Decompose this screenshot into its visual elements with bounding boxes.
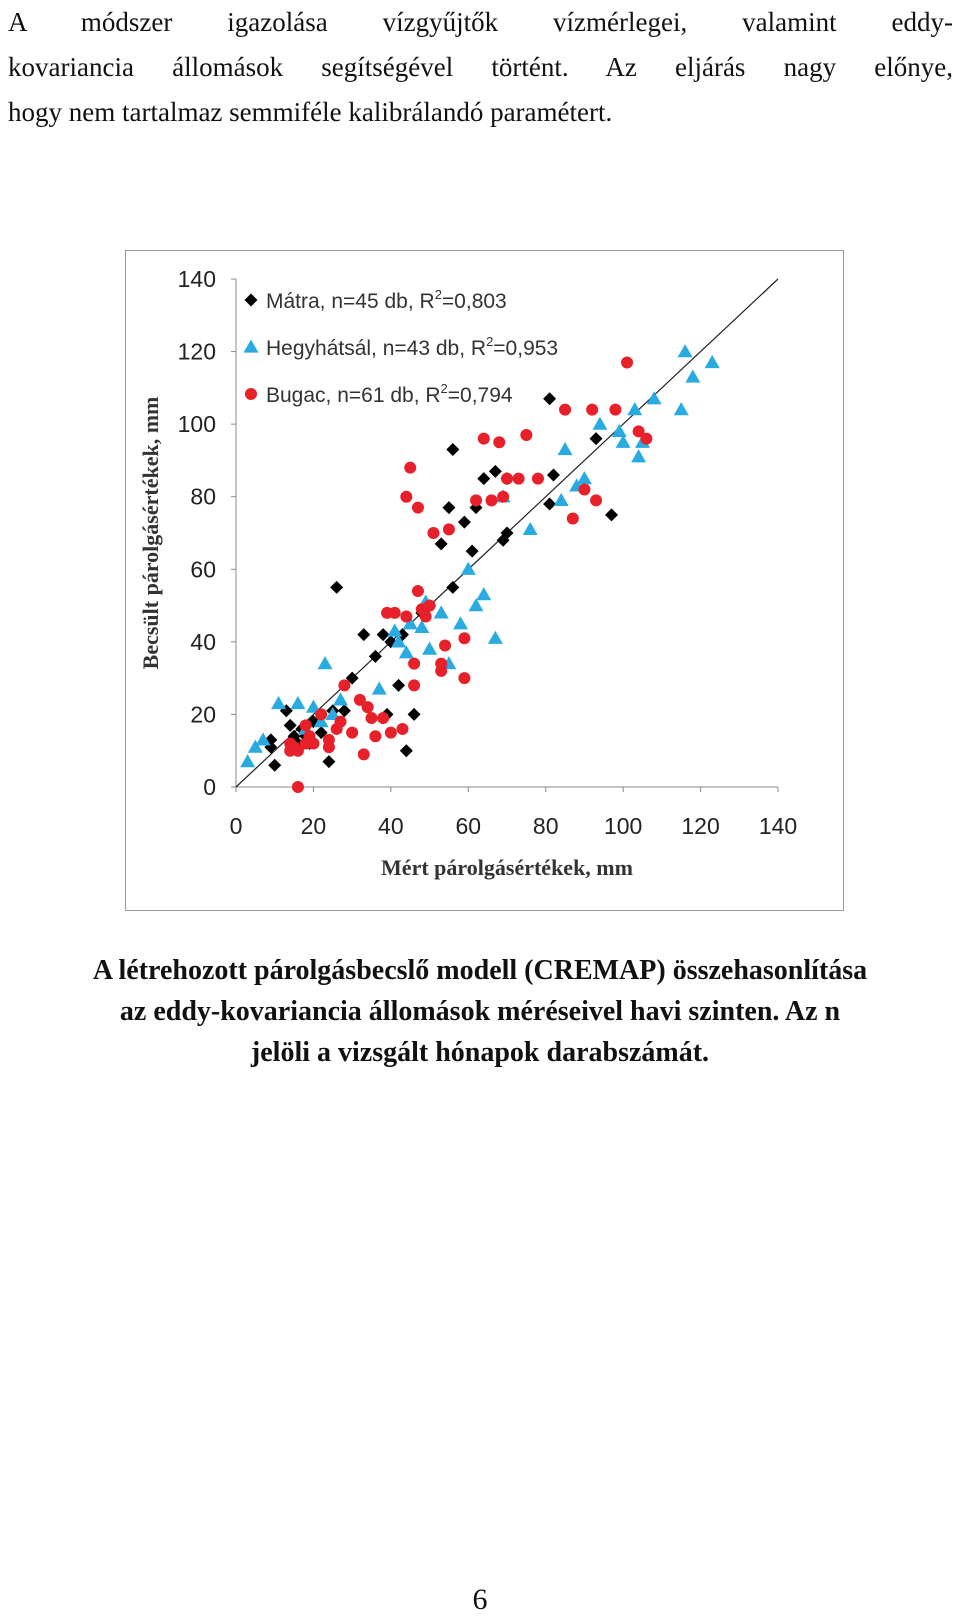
data-point-matra: [543, 497, 556, 510]
x-tick-label: 0: [229, 813, 243, 839]
data-point-bugac: [493, 436, 505, 448]
data-point-bugac: [389, 607, 401, 619]
y-tick-label: 100: [177, 411, 216, 438]
data-point-matra: [466, 545, 479, 558]
data-point-hegyhatsal: [558, 442, 573, 455]
scatter-chart-figure: [125, 250, 844, 911]
series-hegyhatsal: [240, 344, 720, 767]
data-point-bugac: [532, 473, 544, 485]
data-point-bugac: [559, 404, 571, 416]
intro-line-1: A módszer igazolása vízgyűjtők vízmérlegei, valamint eddy-: [8, 7, 953, 37]
data-point-hegyhatsal: [523, 522, 538, 535]
y-axis-title: Becsült párolgásértékek, mm: [138, 396, 163, 670]
data-point-bugac: [307, 737, 319, 749]
data-point-bugac: [567, 512, 579, 524]
y-tick-label: 40: [190, 628, 216, 655]
caption-line-2: az eddy-kovariancia állomások méréseivel havi szinten. Az n: [119, 996, 841, 1027]
data-point-bugac: [609, 404, 621, 416]
data-point-bugac: [408, 679, 420, 691]
data-point-matra: [268, 759, 281, 772]
data-point-hegyhatsal: [453, 616, 468, 629]
legend-label-matra: Mátra, n=45 db, $R^2=0,803$: [266, 287, 507, 313]
data-point-bugac: [478, 433, 490, 445]
data-point-hegyhatsal: [674, 402, 689, 415]
data-point-matra: [338, 704, 351, 717]
data-point-hegyhatsal: [387, 623, 402, 636]
x-axis-title: Mért párolgásértékek, mm: [381, 855, 633, 880]
data-point-hegyhatsal: [434, 605, 449, 618]
data-point-bugac: [377, 712, 389, 724]
data-point-bugac: [354, 694, 366, 706]
data-point-bugac: [412, 502, 424, 514]
data-point-bugac: [513, 473, 525, 485]
data-point-bugac: [366, 712, 378, 724]
data-point-bugac: [300, 719, 312, 731]
data-point-hegyhatsal: [271, 696, 286, 709]
data-point-matra: [330, 581, 343, 594]
y-tick-label: 60: [190, 556, 216, 583]
data-point-hegyhatsal: [678, 344, 693, 357]
x-tick-label: 40: [378, 813, 404, 839]
data-point-bugac: [292, 781, 304, 793]
legend-marker-matra: [245, 294, 258, 307]
y-tick-label: 20: [190, 701, 216, 728]
data-point-hegyhatsal: [592, 417, 607, 430]
data-point-bugac: [640, 433, 652, 445]
x-tick-label: 80: [532, 813, 559, 839]
legend-marker-bugac: [245, 388, 257, 400]
data-point-hegyhatsal: [685, 369, 700, 382]
data-point-matra: [547, 468, 560, 481]
data-point-bugac: [424, 600, 436, 612]
x-tick-label: 20: [300, 813, 327, 839]
data-point-bugac: [335, 716, 347, 728]
legend-item-matra: [245, 287, 507, 313]
data-point-bugac: [578, 483, 590, 495]
intro-paragraph: [8, 0, 953, 135]
data-point-bugac: [439, 639, 451, 651]
x-tick-label: 120: [681, 813, 720, 839]
data-point-bugac: [586, 404, 598, 416]
data-point-matra: [357, 628, 370, 641]
data-point-hegyhatsal: [647, 391, 662, 404]
data-point-bugac: [486, 494, 498, 506]
data-point-bugac: [412, 585, 424, 597]
data-point-bugac: [501, 473, 513, 485]
data-point-matra: [408, 708, 421, 721]
data-point-bugac: [408, 658, 420, 670]
data-point-hegyhatsal: [372, 682, 387, 695]
data-point-hegyhatsal: [631, 449, 646, 462]
y-tick-label: 0: [203, 774, 216, 800]
data-point-bugac: [420, 610, 432, 622]
data-point-bugac: [590, 494, 602, 506]
data-point-bugac: [427, 527, 439, 539]
data-point-matra: [605, 508, 618, 521]
data-point-bugac: [323, 741, 335, 753]
intro-line-3: hogy nem tartalmaz semmiféle kalibrálandó paramétert.: [8, 97, 613, 127]
page-number: 6: [472, 1583, 488, 1616]
caption-line-1: A létrehozott párolgásbecslő modell (CREMAP) összehasonlítása: [92, 955, 868, 986]
legend-item-bugac: [245, 381, 513, 407]
data-point-bugac: [497, 491, 509, 503]
data-point-bugac: [385, 727, 397, 739]
figure-caption: [0, 950, 960, 1073]
data-point-matra: [590, 432, 603, 445]
data-point-hegyhatsal: [422, 642, 437, 655]
intro-line-2: kovariancia állomások segítségével történt. Az eljárás nagy előnye,: [8, 52, 953, 82]
data-point-hegyhatsal: [240, 754, 255, 767]
data-point-bugac: [520, 429, 532, 441]
data-point-bugac: [621, 356, 633, 368]
data-point-hegyhatsal: [488, 631, 503, 644]
data-point-bugac: [346, 727, 358, 739]
x-tick-label: 140: [758, 813, 798, 839]
data-point-bugac: [458, 632, 470, 644]
data-point-hegyhatsal: [476, 587, 491, 600]
data-point-matra: [489, 465, 502, 478]
data-point-hegyhatsal: [554, 493, 569, 506]
legend-marker-hegyhatsal: [244, 340, 259, 353]
data-point-hegyhatsal: [612, 424, 627, 437]
data-point-bugac: [470, 494, 482, 506]
data-point-bugac: [315, 708, 327, 720]
data-point-matra: [477, 472, 490, 485]
caption-line-3: jelöli a vizsgált hónapok darabszámát.: [250, 1037, 710, 1068]
legend-label-hegyhatsal: Hegyhátsál, n=43 db, $R^2=0,953$: [266, 334, 559, 360]
data-point-bugac: [396, 723, 408, 735]
data-point-bugac: [435, 665, 447, 677]
x-tick-label: 60: [455, 813, 482, 839]
data-point-hegyhatsal: [318, 656, 333, 669]
data-point-bugac: [338, 679, 350, 691]
data-point-matra: [458, 516, 471, 529]
data-point-matra: [446, 443, 459, 456]
data-point-matra: [322, 755, 335, 768]
data-point-matra: [435, 537, 448, 550]
data-point-bugac: [443, 523, 455, 535]
data-point-matra: [543, 392, 556, 405]
data-point-hegyhatsal: [290, 696, 305, 709]
x-tick-label: 100: [603, 813, 643, 839]
data-point-matra: [400, 744, 413, 757]
legend-item-hegyhatsal: [244, 334, 559, 360]
data-point-bugac: [458, 672, 470, 684]
data-point-bugac: [358, 748, 370, 760]
y-tick-label: 120: [177, 338, 216, 365]
data-point-matra: [284, 719, 297, 732]
data-point-matra: [392, 679, 405, 692]
data-point-bugac: [404, 462, 416, 474]
data-point-matra: [442, 501, 455, 514]
data-point-bugac: [400, 610, 412, 622]
scatter-chart: [126, 251, 843, 910]
data-point-bugac: [369, 730, 381, 742]
data-point-hegyhatsal: [577, 471, 592, 484]
data-point-bugac: [400, 491, 412, 503]
y-tick-label: 80: [190, 483, 216, 510]
data-point-hegyhatsal: [705, 355, 720, 368]
y-tick-label: 140: [177, 266, 216, 292]
data-point-matra: [446, 581, 459, 594]
legend-label-bugac: Bugac, n=61 db, $R^2=0,794$: [266, 381, 513, 407]
